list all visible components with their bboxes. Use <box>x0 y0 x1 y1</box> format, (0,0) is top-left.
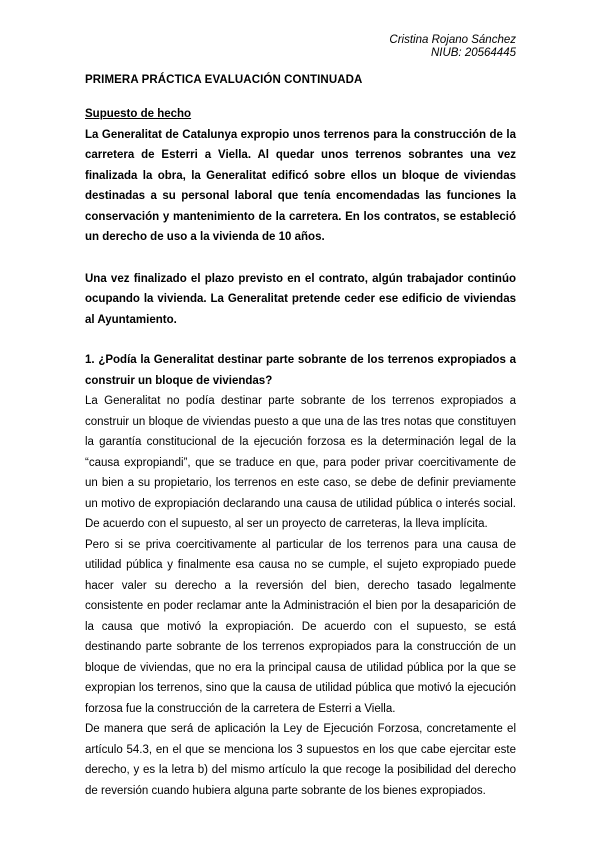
author-block <box>389 34 516 60</box>
answer-paragraph-2: Pero si se priva coercitivamente al particular de los terrenos para una causa de utilidad pública y finalmente esa causa no se cumple, el sujeto expropiado puede hacer valer su derecho a la reversión del bien, derecho tasado legalmente consistente en poder reclamar ante la Administración el bien por la desaparición de la causa que motivó la expropiación. De acuerdo con el supuesto, se está destinando parte sobrante de los terrenos expropiados para la construcción de un bloque de viviendas, que no era la principal causa de utilidad pública por la que se expropian los terrenos, sino que la causa de utilidad pública que motivó la ejecución forzosa fue la construcción de la carretera de Esterri a Viella. <box>85 538 516 715</box>
document-title: PRIMERA PRÁCTICA EVALUACIÓN CONTINUADA <box>85 74 363 86</box>
question-1: 1. ¿Podía la Generalitat destinar parte sobrante de los terrenos expropiados a construir un bloque de viviendas? <box>85 354 516 387</box>
author-name: Cristina Rojano Sánchez <box>389 34 516 46</box>
facts-paragraph-2: Una vez finalizado el plazo previsto en el contrato, algún trabajador continúo ocupando la vivienda. La Generalitat pretende ceder ese edificio de viviendas al Ayuntamiento. <box>85 272 516 326</box>
answer-paragraph-1: La Generalitat no podía destinar parte sobrante de los terrenos expropiados a construir un bloque de viviendas puesto a que una de las tres notas que constituyen la garantía constitucional de la ejecución forzosa es la determinación legal de la “causa expropiandi”, que se traduce en que, para poder privar coercitivamente de un bien a su propietario, los terrenos en este caso, se debe de definir previamente un motivo de expropiación declarando una causa de utilidad pública o interés social. De acuerdo con el supuesto, al ser un proyecto de carreteras, la lleva implícita. <box>85 395 516 530</box>
facts-paragraph-1: La Generalitat de Catalunya expropio unos terrenos para la construcción de la carretera de Esterri a Viella. Al quedar unos terrenos sobrantes una vez finalizada la obra, la Generalitat edificó sobre ellos un bloque de viviendas destinadas a su personal laboral que tenía encomendadas las funciones la conservación y mantenimiento de la carretera. En los contratos, se estableció un derecho de uso a la vivienda de 10 años. <box>85 128 516 243</box>
document-body <box>85 104 516 801</box>
answer-paragraph-3: De manera que será de aplicación la Ley de Ejecución Forzosa, concretamente el artículo 54.3, en el que se menciona los 3 supuestos en los que cabe ejercitar este derecho, y es la letra b) del mismo artículo la que recoge la posibilidad del derecho de reversión cuando hubiera alguna parte sobrante de los bienes expropiados. <box>85 723 516 797</box>
author-niub: NIUB: 20564445 <box>430 47 516 59</box>
section-heading: Supuesto de hecho <box>85 108 192 120</box>
